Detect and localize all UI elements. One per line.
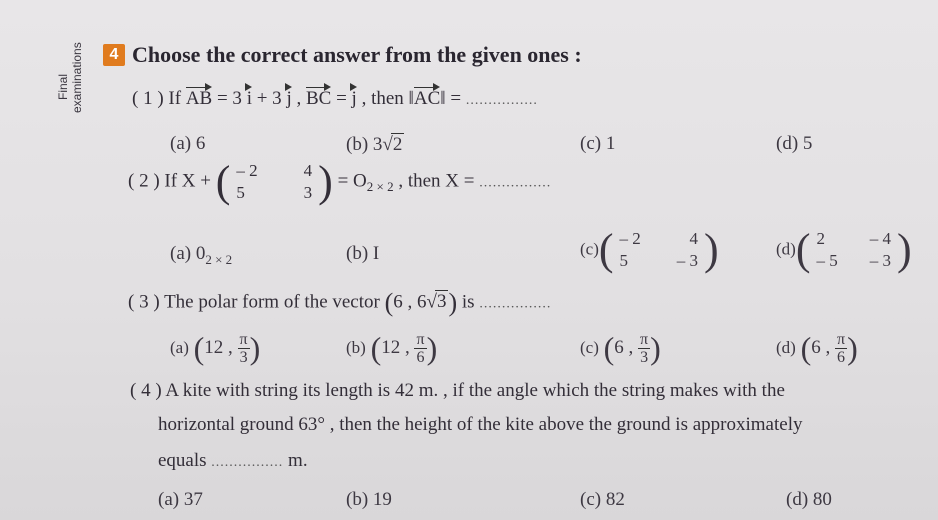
- q3-c-lbl: (c): [580, 337, 599, 357]
- paren-left: (: [370, 330, 382, 366]
- matrix-paren-left: (: [215, 157, 231, 206]
- side-tab: [50, 18, 90, 113]
- q1-end: =: [450, 88, 462, 109]
- matrix-paren-left: (: [795, 225, 811, 274]
- matrix: [230, 160, 318, 204]
- q4-option-b[interactable]: (b) 19: [346, 489, 392, 510]
- q3-option-a[interactable]: [170, 330, 260, 367]
- matrix-cell: 2: [816, 229, 825, 248]
- q3-b-v: 12 ,: [381, 336, 410, 358]
- fraction: [835, 331, 847, 366]
- section-heading: Choose the correct answer from the given ones :: [132, 42, 582, 67]
- side-tab-line2: examinations: [70, 42, 84, 113]
- q3-a-lbl: (a): [170, 337, 189, 357]
- q2-d-lbl: (d): [776, 239, 796, 259]
- q3-d-v: 6 ,: [811, 336, 831, 358]
- q2-option-a[interactable]: [170, 243, 232, 265]
- paren-right: ): [650, 330, 661, 366]
- q1-comma: ,: [296, 88, 302, 109]
- q3-option-b[interactable]: [346, 330, 437, 367]
- q3-v1: 6 , 6: [393, 291, 427, 313]
- q3-b-lbl: (b): [346, 337, 366, 357]
- q1-b-pre: (b) 3: [346, 134, 383, 155]
- q2-c-lbl: (c): [580, 239, 599, 259]
- q1-option-d[interactable]: (d) 5: [776, 133, 813, 154]
- q2-then: , then X =: [398, 170, 475, 192]
- q2-eq: = O: [337, 170, 367, 192]
- matrix: [810, 228, 897, 272]
- q4-line1: A kite with string its length is 42 m. , if the angle which the string makes with the: [165, 380, 785, 401]
- q2-a-pre: (a) 0: [170, 243, 206, 264]
- matrix-cell: – 2: [619, 229, 641, 248]
- question-4: [130, 380, 785, 402]
- q2-sub: 2 × 2: [366, 179, 394, 195]
- matrix-cell: 4: [303, 161, 313, 180]
- q2-if: If X +: [164, 170, 211, 192]
- q1-then: , then: [361, 88, 404, 109]
- question-number: ( 4 ): [130, 380, 162, 401]
- sqrt-sign: √: [382, 134, 393, 155]
- unit-vector-j: j: [286, 88, 292, 109]
- question-number: ( 1 ): [132, 88, 164, 109]
- q1-plus: + 3: [256, 88, 282, 109]
- norm-close: ‖: [440, 88, 446, 109]
- q3-v-rad: 3: [436, 291, 447, 313]
- matrix-cell: – 3: [676, 251, 699, 270]
- matrix-cell: – 4: [869, 229, 891, 248]
- answer-blank: ................: [211, 455, 284, 470]
- q3-option-d[interactable]: [776, 330, 858, 367]
- matrix-cell: 5: [236, 183, 245, 202]
- q1-eq2: =: [336, 88, 347, 109]
- q2-option-d[interactable]: [776, 225, 912, 274]
- paren-left: (: [193, 330, 205, 366]
- fraction-denominator: 3: [239, 349, 248, 366]
- norm-open: ‖: [408, 88, 414, 109]
- q1-option-c[interactable]: (c) 1: [580, 133, 616, 154]
- paren-left: (: [603, 330, 615, 366]
- matrix-cell: – 2: [236, 161, 258, 180]
- answer-blank: ................: [479, 175, 552, 191]
- matrix-cell: – 5: [816, 251, 838, 270]
- fraction-numerator: π: [416, 331, 425, 348]
- q1-option-b[interactable]: [346, 133, 404, 156]
- q2-option-c[interactable]: [580, 225, 719, 274]
- q1-b-rad: 2: [392, 134, 403, 155]
- q4-line3-pre: equals: [158, 450, 207, 471]
- answer-blank: ................: [465, 93, 538, 108]
- fraction: [414, 331, 426, 366]
- fraction-denominator: 6: [837, 349, 846, 366]
- fraction: [238, 331, 250, 366]
- matrix-paren-right: ): [896, 225, 912, 274]
- q1-option-a[interactable]: (a) 6: [170, 133, 206, 154]
- question-2: [128, 157, 552, 206]
- paren-right: ): [847, 330, 858, 366]
- matrix-cell: 3: [303, 183, 313, 202]
- unit-vector-j2: j: [351, 88, 357, 109]
- q4-line2: horizontal ground 63° , then the height of the kite above the ground is approximately: [158, 414, 803, 435]
- side-tab-line1: Final: [56, 73, 70, 100]
- q4-option-c[interactable]: (c) 82: [580, 489, 625, 510]
- sqrt-sign: √: [426, 291, 437, 313]
- q4-option-d[interactable]: (d) 80: [786, 489, 832, 510]
- q2-a-sub: 2 × 2: [205, 252, 233, 267]
- q3-d-lbl: (d): [776, 337, 796, 357]
- q1-if: If: [168, 88, 182, 109]
- answer-blank: ................: [479, 296, 552, 312]
- vector-ab: AB: [185, 88, 213, 109]
- fraction-numerator: π: [836, 331, 846, 348]
- unit-vector-i: i: [246, 88, 252, 109]
- section-number-badge: 4: [103, 44, 125, 66]
- question-number: ( 2 ): [128, 170, 160, 192]
- fraction-numerator: π: [640, 331, 649, 348]
- matrix-cell: 4: [689, 229, 699, 248]
- q2-option-b[interactable]: (b) I: [346, 243, 380, 264]
- paren-right: ): [249, 330, 261, 366]
- vector-bc: BC: [305, 88, 332, 109]
- question-1: [132, 88, 538, 110]
- question-3: [128, 288, 551, 318]
- paren-right: ): [448, 288, 458, 317]
- paren-left: (: [384, 288, 394, 317]
- fraction-numerator: π: [239, 331, 248, 348]
- matrix-paren-right: ): [318, 157, 333, 206]
- question-number: ( 3 ): [128, 291, 160, 313]
- q3-is: is: [461, 291, 475, 313]
- matrix-cell: – 3: [869, 251, 891, 270]
- q3-c-v: 6 ,: [614, 336, 634, 358]
- q3-a-v: 12 ,: [204, 336, 233, 358]
- matrix-paren-left: (: [598, 225, 614, 274]
- q4-option-a[interactable]: (a) 37: [158, 489, 203, 510]
- matrix-paren-right: ): [704, 225, 719, 274]
- matrix-cell: 5: [619, 251, 629, 270]
- q3-option-c[interactable]: [580, 330, 661, 367]
- vector-ac: AC: [413, 88, 441, 109]
- paren-right: ): [426, 330, 438, 366]
- fraction-denominator: 6: [416, 349, 425, 366]
- q3-text: The polar form of the vector: [164, 291, 380, 313]
- fraction-denominator: 3: [640, 349, 649, 366]
- q4-line3: [158, 450, 308, 472]
- fraction: [638, 331, 650, 366]
- paren-left: (: [800, 330, 812, 366]
- matrix: [614, 228, 705, 272]
- q4-unit: m.: [288, 450, 308, 471]
- q1-eq1: = 3: [216, 88, 242, 109]
